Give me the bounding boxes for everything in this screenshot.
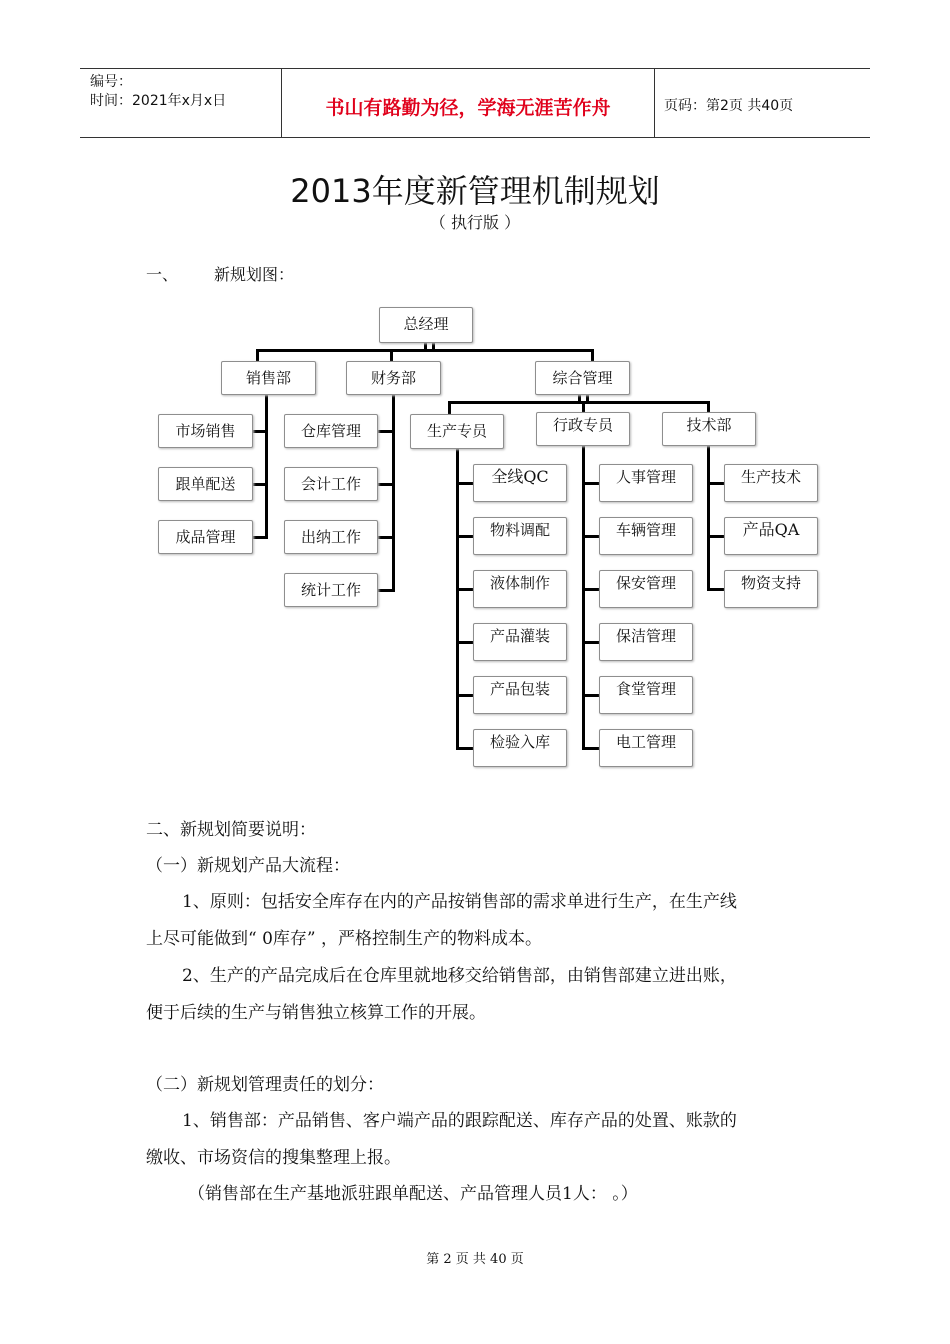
connector	[707, 446, 710, 591]
connector	[265, 394, 268, 539]
connector	[448, 401, 710, 404]
connector	[456, 535, 474, 538]
time-label: 时间：2021年x月x日	[90, 93, 227, 109]
connector	[252, 430, 268, 433]
paragraph-2-line-2: 便于后续的生产与销售独立核算工作的开展。	[146, 1003, 486, 1023]
org-node-finance-item: 出纳工作	[284, 520, 378, 554]
paragraph-2-line-1: 2、生产的产品完成后在仓库里就地移交给销售部，由销售部建立进出账，	[182, 966, 737, 986]
connector	[252, 483, 268, 486]
connector	[377, 536, 395, 539]
org-node-finance-item: 会计工作	[284, 467, 378, 501]
paragraph-1-line-1: 1、原则：包括安全库存在内的产品按销售部的需求单进行生产，在生产线	[182, 892, 737, 912]
org-node-sales-item: 跟单配送	[158, 467, 253, 501]
connector	[456, 482, 474, 485]
org-node-admin: 行政专员	[536, 412, 630, 446]
org-node-sales-item: 成品管理	[158, 520, 253, 554]
org-node-admin-item: 电工管理	[599, 729, 693, 767]
subsection-1-heading: （一）新规划产品大流程：	[146, 856, 350, 876]
org-node-sales-item: 市场销售	[158, 414, 253, 448]
connector	[252, 536, 268, 539]
org-node-production-item: 液体制作	[473, 570, 567, 608]
paragraph-1-line-2: 上尽可能做到“ 0库存” ，严格控制生产的物料成本。	[146, 929, 543, 949]
section-1-heading	[146, 262, 294, 285]
org-node-tech-item: 生产技术	[724, 464, 818, 502]
connector	[377, 589, 395, 592]
page-header	[80, 68, 870, 138]
paragraph-4: （销售部在生产基地派驻跟单配送、产品管理人员1人： 。）	[188, 1184, 638, 1204]
header-divider	[654, 69, 655, 137]
org-node-admin-item: 保安管理	[599, 570, 693, 608]
connector	[448, 401, 451, 414]
paragraph-3-line-1: 1、销售部：产品销售、客户端产品的跟踪配送、库存产品的处置、账款的	[182, 1111, 737, 1131]
header-page-info: 页码：第2页 共40页	[664, 98, 794, 114]
section-1-title: 新规划图：	[214, 265, 295, 284]
connector	[707, 588, 725, 591]
connector	[377, 430, 395, 433]
org-node-admin-item: 人事管理	[599, 464, 693, 502]
connector	[456, 694, 474, 697]
section-1-number: 一、	[146, 265, 179, 284]
connector	[377, 483, 395, 486]
org-node-finance-item: 统计工作	[284, 573, 378, 607]
org-node-admin-item: 食堂管理	[599, 676, 693, 714]
org-node-general: 综合管理	[535, 361, 630, 395]
connector	[392, 394, 395, 592]
page-footer: 第 2 页 共 40 页	[426, 1252, 524, 1267]
connector	[582, 694, 600, 697]
header-motto: 书山有路勤为径，学海无涯苦作舟	[325, 97, 611, 119]
connector	[707, 535, 725, 538]
connector	[256, 349, 594, 352]
subsection-2-heading: （二）新规划管理责任的划分：	[146, 1075, 384, 1095]
org-node-production-item: 产品包装	[473, 676, 567, 714]
document-subtitle: （ 执行版 ）	[429, 213, 521, 232]
connector	[456, 641, 474, 644]
org-node-finance: 财务部	[346, 361, 441, 395]
org-node-production-item: 产品灌装	[473, 623, 567, 661]
section-2-heading: 二、新规划简要说明：	[146, 820, 316, 840]
org-node-production: 生产专员	[410, 414, 504, 449]
connector	[582, 401, 585, 412]
connector	[390, 349, 393, 361]
header-left	[90, 73, 226, 111]
connector	[582, 641, 600, 644]
org-node-admin-item: 车辆管理	[599, 517, 693, 555]
connector	[582, 535, 600, 538]
connector	[582, 747, 600, 750]
org-node-tech-item: 物资支持	[724, 570, 818, 608]
org-node-tech: 技术部	[662, 412, 756, 446]
org-node-ceo: 总经理	[379, 307, 473, 343]
connector	[456, 747, 474, 750]
org-node-tech-item: 产品QA	[724, 517, 818, 555]
connector	[456, 588, 474, 591]
connector	[582, 588, 600, 591]
org-node-sales: 销售部	[221, 361, 316, 395]
org-node-production-item: 全线QC	[473, 464, 567, 502]
connector	[591, 349, 594, 361]
document-title: 2013年度新管理机制规划	[290, 172, 660, 210]
org-node-admin-item: 保洁管理	[599, 623, 693, 661]
connector	[582, 446, 585, 750]
org-node-finance-item: 仓库管理	[284, 414, 378, 448]
connector	[256, 349, 259, 361]
connector	[582, 482, 600, 485]
org-node-production-item: 检验入库	[473, 729, 567, 767]
connector	[456, 448, 459, 750]
connector	[707, 482, 725, 485]
paragraph-3-line-2: 缴收、市场资信的搜集整理上报。	[146, 1148, 401, 1168]
connector	[707, 401, 710, 412]
number-label: 编号：	[90, 74, 132, 90]
org-node-production-item: 物料调配	[473, 517, 567, 555]
